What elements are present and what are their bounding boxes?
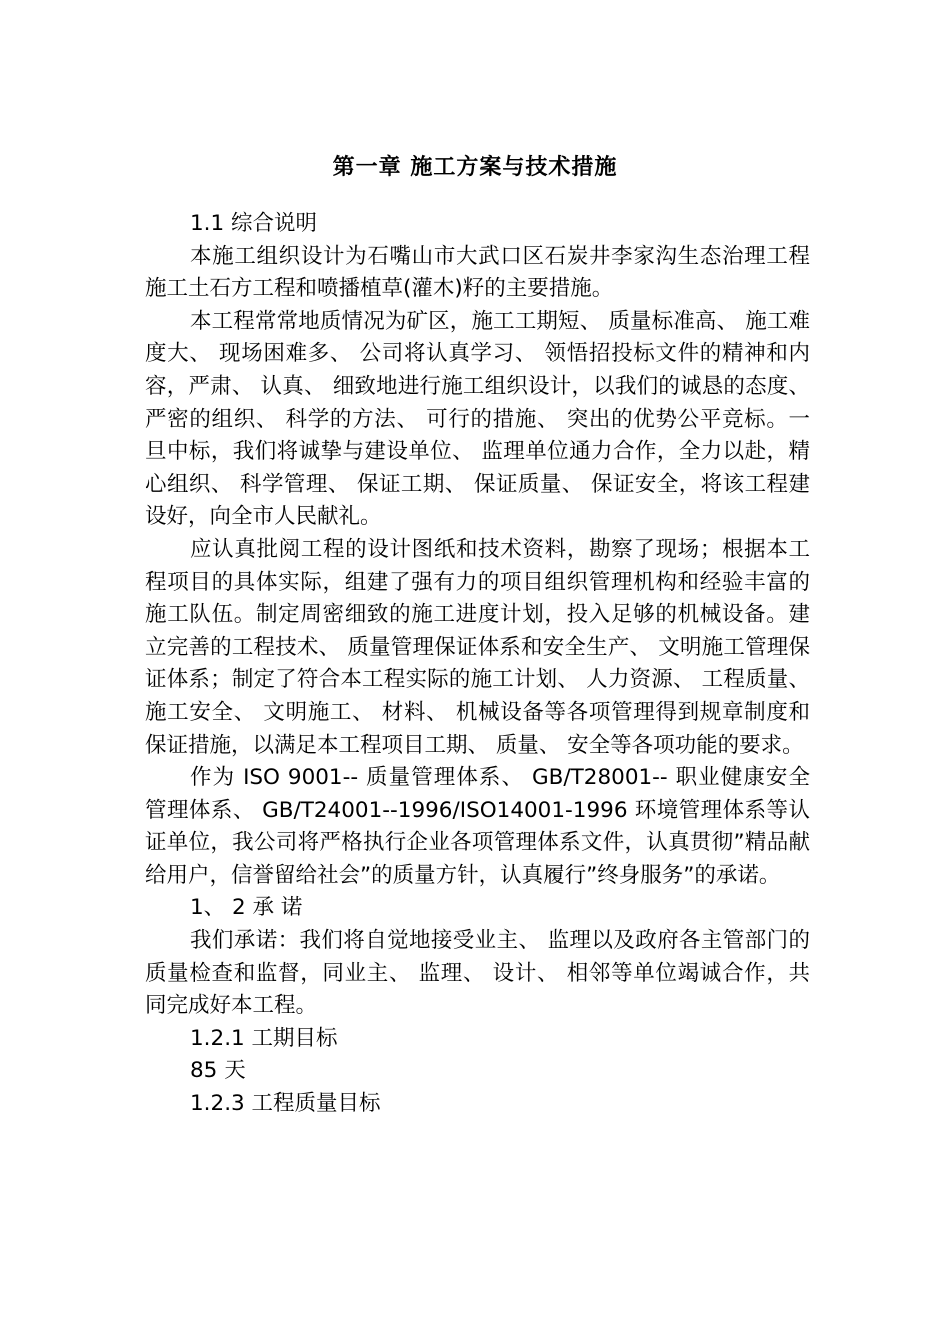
section-heading-1-2-1: 1.2.1 工期目标 xyxy=(190,1025,338,1051)
section-heading-1-1: 1.1 综合说明 xyxy=(190,211,318,236)
paragraph-commitment: 我们承诺：我们将自觉地接受业主、 监理以及政府各主管部门的质量检查和监督，同业主、 监理、 设计、 相邻等单位竭诚合作，共同完成好本工程。 xyxy=(145,928,810,1019)
paragraph-certification: 作为 ISO 9001-- 质量管理体系、 GB/T28001-- 职业健康安全管理体系、 GB/T24001--1996/ISO14001-1996 环境管理体系等认证单位，我公司将严格执行企业各项管理体系文件，认真贯彻”精品献给用户，信誉留给社会”的质量方针，认真履行”终身服务”的承诺。 xyxy=(145,765,810,888)
paragraph-intro: 本施工组织设计为石嘴山市大武口区石炭井李家沟生态治理工程施工土石方工程和喷播植草(灌木)籽的主要措施。 xyxy=(145,243,810,302)
section-heading-1-2-3: 1.2.3 工程质量目标 xyxy=(190,1091,381,1117)
document-body xyxy=(145,208,810,1121)
paragraph-project-conditions: 本工程常常地质情况为矿区，施工工期短、 质量标准高、 施工难度大、 现场困难多、 公司将认真学习、 领悟招投标文件的精神和内容，严肃、 认真、 细致地进行施工组织设计，以我们的诚恳的态度、 严密的组织、 科学的方法、 可行的措施、 突出的优势公平竞标。一旦中标，我们将诚挚与建设单位、 监理单位通力合作，全力以赴，精心组织、 科学管理、 保证工期、 保证质量、 保证安全，将该工程建设好，向全市人民献礼。 xyxy=(145,308,810,530)
duration-value: 85 天 xyxy=(190,1058,246,1084)
chapter-title: 第一章 施工方案与技术措施 xyxy=(332,155,618,180)
section-heading-1-2: 1、 2 承 诺 xyxy=(190,895,303,921)
paragraph-preparation: 应认真批阅工程的设计图纸和技术资料，勘察了现场；根据本工程项目的具体实际，组建了强有力的项目组织管理机构和经验丰富的施工队伍。制定周密细致的施工进度计划，投入足够的机械设备。建立完善的工程技术、 质量管理保证体系和安全生产、 文明施工管理保证体系；制定了符合本工程实际的施工计划、 人力资源、 工程质量、 施工安全、 文明施工、 材料、 机械设备等各项管理得到规章制度和保证措施，以满足本工程项目工期、 质量、 安全等各项功能的要求。 xyxy=(145,536,810,758)
